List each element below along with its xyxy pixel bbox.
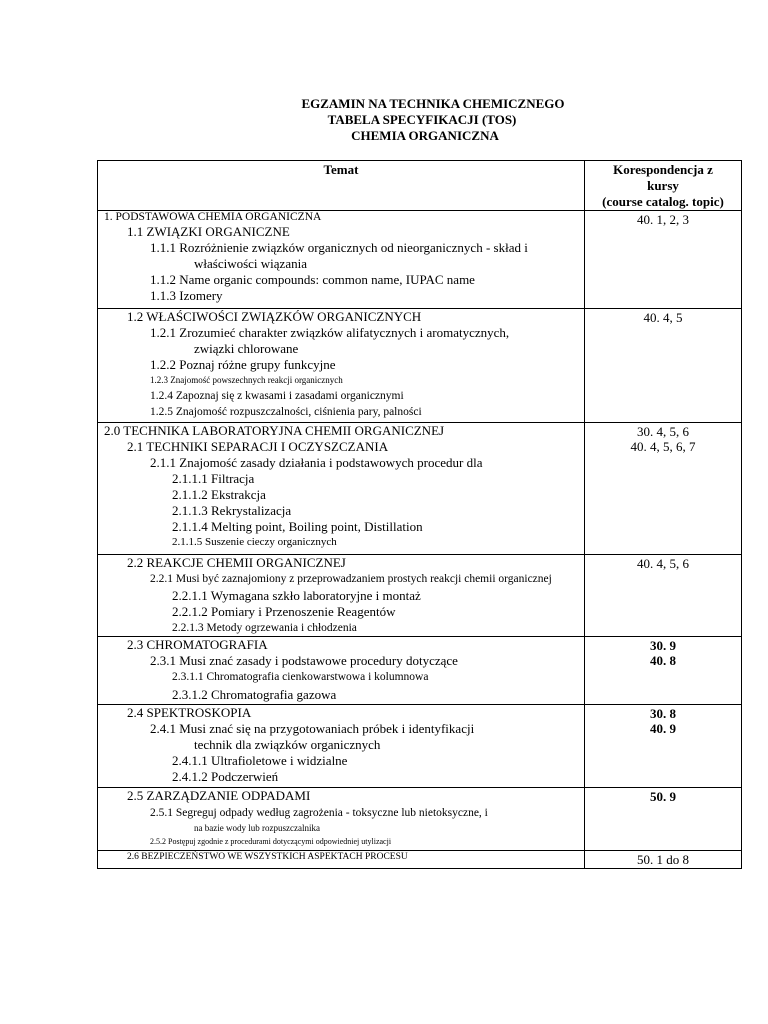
- topic-line: 2.1 TECHNIKI SEPARACJI I OCZYSZCZANIA: [127, 439, 389, 454]
- topic-line: 2.1.1.1 Filtracja: [172, 471, 255, 486]
- topic-line: 1.1 ZWIĄZKI ORGANICZNE: [127, 224, 290, 239]
- topic-cell: [98, 705, 585, 788]
- topic-cell: [98, 309, 585, 423]
- table-row: [98, 423, 742, 555]
- topic-line: 2.3.1.2 Chromatografia gazowa: [172, 687, 337, 702]
- topic-line: 2.4 SPEKTROSKOPIA: [127, 705, 252, 720]
- topic-line: 2.5.2 Postępuj zgodnie z procedurami dotyczącymi odpowiedniej utylizacji: [150, 837, 392, 846]
- topic-line: 1.2.3 Znajomość powszechnych reakcji organicznych: [150, 375, 343, 385]
- table-row: [98, 309, 742, 423]
- topic-line: 2.1.1 Znajomość zasady działania i podstawowych procedur dla: [150, 455, 483, 470]
- topic-line: technik dla związków organicznych: [194, 737, 381, 752]
- topic-line: 2.3 CHROMATOGRAFIA: [127, 637, 268, 652]
- topic-line: 2.2 REAKCJE CHEMII ORGANICZNEJ: [127, 555, 346, 570]
- topic-line: 2.2.1.2 Pomiary i Przenoszenie Reagentów: [172, 604, 396, 619]
- reference-cell: [585, 423, 742, 555]
- reference-cell: [585, 788, 742, 851]
- table-row: [98, 637, 742, 705]
- table-row: [98, 788, 742, 851]
- topic-line: 2.2.1.3 Metody ogrzewania i chłodzenia: [172, 622, 357, 634]
- reference-cell: [585, 309, 742, 423]
- topic-line: na bazie wody lub rozpuszczalnika: [194, 823, 320, 833]
- reference-value: 40. 8: [650, 653, 676, 668]
- topic-line: 2.6 BEZPIECZEŃSTWO WE WSZYSTKICH ASPEKTACH PROCESU: [127, 852, 408, 862]
- topic-line: 2.5 ZARZĄDZANIE ODPADAMI: [127, 788, 311, 803]
- topic-line: 2.3.1.1 Chromatografia cienkowarstwowa i kolumnowa: [172, 671, 429, 683]
- reference-cell: [585, 637, 742, 705]
- title-line-1: EGZAMIN NA TECHNIKA CHEMICZNEGO: [301, 96, 565, 111]
- topic-line: 1.1.3 Izomery: [150, 288, 223, 303]
- topic-line: 2.1.1.2 Ekstrakcja: [172, 487, 266, 502]
- topic-line: 2.4.1.1 Ultrafioletowe i widzialne: [172, 753, 348, 768]
- reference-cell: [585, 851, 742, 869]
- topic-line: 1.2.2 Poznaj różne grupy funkcyjne: [150, 357, 336, 372]
- reference-value: 40. 4, 5: [643, 310, 683, 325]
- topic-line: 2.4.1 Musi znać się na przygotowaniach próbek i identyfikacji: [150, 721, 475, 736]
- table-row: [98, 705, 742, 788]
- topic-line: 1.2.4 Zapoznaj się z kwasami i zasadami organicznymi: [150, 390, 404, 402]
- topic-line: 1.2 WŁAŚCIWOŚCI ZWIĄZKÓW ORGANICZNYCH: [127, 309, 422, 324]
- topic-line: właściwości wiązania: [194, 256, 307, 271]
- topic-line: 2.5.1 Segreguj odpady według zagrożenia - toksyczne lub nietoksyczne, i: [150, 807, 488, 819]
- topic-cell: [98, 851, 585, 869]
- reference-value: 50. 1 do 8: [637, 852, 689, 867]
- title-line-2: TABELA SPECYFIKACJI (TOS): [327, 112, 517, 127]
- header-koresp-line-3: (course catalog. topic): [602, 194, 724, 209]
- topic-line: 1. PODSTAWOWA CHEMIA ORGANICZNA: [104, 211, 322, 223]
- table-row: [98, 851, 742, 869]
- reference-value: 40. 4, 5, 6, 7: [630, 439, 696, 454]
- topic-cell: [98, 555, 585, 637]
- reference-cell: [585, 705, 742, 788]
- topic-line: 1.2.5 Znajomość rozpuszczalności, ciśnienia pary, palności: [150, 406, 422, 418]
- topic-line: 2.1.1.3 Rekrystalizacja: [172, 503, 292, 518]
- reference-value: 40. 4, 5, 6: [637, 556, 689, 571]
- document-title: [0, 96, 768, 144]
- topic-line: 1.1.2 Name organic compounds: common name, IUPAC name: [150, 272, 475, 287]
- topic-cell: [98, 211, 585, 309]
- header-koresp-line-1: Korespondencja z: [613, 162, 713, 177]
- topic-line: 2.2.1 Musi być zaznajomiony z przeprowadzaniem prostych reakcji chemii organicznej: [150, 573, 552, 585]
- table-row: [98, 211, 742, 309]
- reference-value: 30. 4, 5, 6: [637, 424, 689, 439]
- title-line-3: CHEMIA ORGANICZNA: [351, 128, 499, 143]
- reference-value: 30. 9: [650, 638, 676, 653]
- topic-line: 2.4.1.2 Podczerwień: [172, 769, 279, 784]
- reference-cell: [585, 211, 742, 309]
- topic-line: 2.1.1.4 Melting point, Boiling point, Distillation: [172, 519, 423, 534]
- topic-line: 1.2.1 Zrozumieć charakter związków alifatycznych i aromatycznych,: [150, 325, 510, 340]
- topic-line: 1.1.1 Rozróżnienie związków organicznych od nieorganicznych - skład i: [150, 240, 528, 255]
- reference-value: 40. 9: [650, 721, 676, 736]
- reference-value: 40. 1, 2, 3: [637, 212, 689, 227]
- reference-value: 50. 9: [650, 789, 676, 804]
- tos-table: [97, 160, 742, 869]
- topic-line: 2.2.1.1 Wymagana szkło laboratoryjne i montaż: [172, 588, 421, 603]
- topic-line: 2.1.1.5 Suszenie cieczy organicznych: [172, 536, 337, 548]
- header-temat: Temat: [98, 161, 585, 211]
- topic-line: 2.3.1 Musi znać zasady i podstawowe procedury dotyczące: [150, 653, 458, 668]
- header-koresp-line-2: kursy: [647, 178, 679, 193]
- table-header-row: [98, 161, 742, 211]
- reference-value: 30. 8: [650, 706, 676, 721]
- topic-line: 2.0 TECHNIKA LABORATORYJNA CHEMII ORGANICZNEJ: [104, 423, 445, 438]
- topic-cell: [98, 637, 585, 705]
- table-row: [98, 555, 742, 637]
- topic-cell: [98, 423, 585, 555]
- topic-cell: [98, 788, 585, 851]
- header-korespondencja: [585, 161, 742, 211]
- reference-cell: [585, 555, 742, 637]
- topic-line: związki chlorowane: [194, 341, 299, 356]
